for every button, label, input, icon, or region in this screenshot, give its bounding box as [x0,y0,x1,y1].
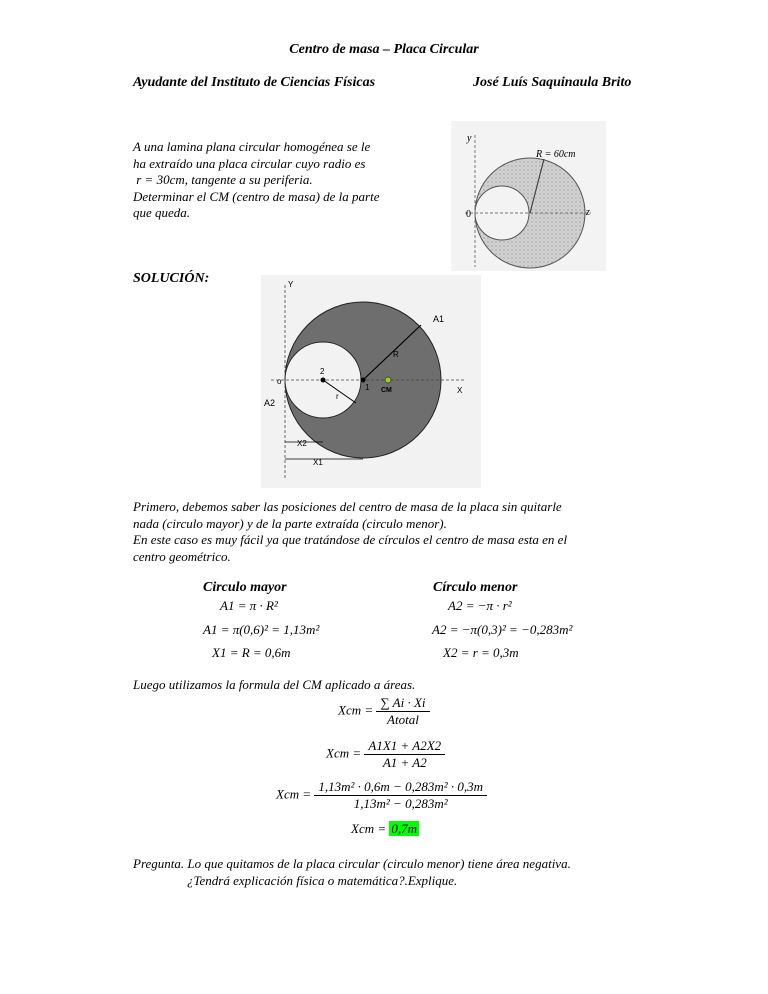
solution-title: SOLUCIÓN: [133,271,210,286]
intro-paragraph [133,499,653,565]
formula-cm-substituted [276,779,487,812]
fig2-cm-label: CM [381,387,392,394]
formula-cm-result [351,821,419,837]
problem-line-5: que queda. [133,205,191,220]
problem-line-1: A una lamina plana circular homogénea se le [133,139,371,154]
formula-1-denominator: Atotal [387,712,419,727]
problem-line-3-rest: , tangente a su periferia. [184,172,313,187]
formula-3-fraction [314,779,487,812]
small-circle-title: Círculo menor [433,580,518,595]
page-title: Centro de masa – Placa Circular [289,42,479,57]
fig2-pt2-label: 2 [320,367,325,376]
fig2-origin-label: o [277,377,282,386]
fig1-z-label: z [586,207,590,218]
header-left: Ayudante del Instituto de Ciencias Físicas [133,75,376,90]
fig2-x1-label: X1 [313,458,323,467]
fig2-a1-label: A1 [433,314,445,324]
fig1-radius-label: R = 60cm [536,149,576,160]
formula-intro: Luego utilizamos la formula del CM aplicado a áreas. [133,677,416,692]
formula-1-fraction [376,695,429,728]
big-circle-area-formula: A1 = π · R² [220,598,278,613]
fig2-r-label: r [336,392,339,401]
result-highlight: 0,7m [391,821,418,836]
problem-figure [451,121,606,271]
fig1-y-label: y [467,133,472,144]
small-circle-position: X2 = r = 0,3m [443,645,519,660]
fig2-point-1 [361,378,366,383]
problem-statement [133,139,433,222]
fig2-pt1-label: 1 [365,383,370,392]
formula-3-numerator: 1,13m² · 0,6m − 0,283m² · 0,3m [314,779,487,796]
intro-line-2: nada (circulo mayor) y de la parte extraída (circulo menor). [133,515,447,531]
radius-value: r = 30cm [136,172,185,187]
formula-2-denominator: A1 + A2 [382,755,427,770]
fig1-origin-label: 0 [466,209,471,220]
formula-1-lhs: Xcm = [338,702,374,718]
fig2-x-label: X [457,386,463,395]
formula-1-numerator: ∑ Ai · Xi [376,695,429,712]
header-right: José Luís Saquinaula Brito [473,75,632,90]
intro-line-4: centro geométrico. [133,548,231,564]
fig2-y-label: Y [288,280,294,289]
formula-2-lhs: Xcm = [326,745,362,761]
formula-4-lhs: Xcm = [351,821,387,836]
small-circle-area-formula: A2 = −π · r² [448,598,512,613]
question-line-2: ¿Tendrá explicación física o matemática?.Explique. [187,873,458,888]
formula-3-lhs: Xcm = [276,786,312,802]
fig2-a2-label: A2 [264,398,276,408]
small-circle-area-value: A2 = −π(0,3)² = −0,283m² [432,622,573,637]
fig2-x2-label: X2 [297,439,307,448]
intro-line-3: En este caso es muy fácil ya que tratándose de círculos el centro de masa esta en el [133,532,568,547]
formula-cm-general [338,695,430,728]
formula-cm-two-areas [326,738,445,771]
intro-line-1: Primero, debemos saber las posiciones del centro de masa de la placa sin quitarle [133,499,562,514]
solution-figure [261,275,481,488]
big-circle-position: X1 = R = 0,6m [212,645,291,660]
fig2-point-2 [321,378,326,383]
question-line-1: Pregunta. Lo que quitamos de la placa circular (circulo menor) tiene área negativa. [133,856,571,871]
problem-line-3 [133,172,433,189]
fig2-cm-point [385,377,391,383]
big-circle-area-value: A1 = π(0,6)² = 1,13m² [203,622,320,637]
formula-3-denominator: 1,13m² − 0,283m² [353,796,448,811]
big-circle-title: Circulo mayor [203,580,287,595]
problem-line-2: ha extraído una placa circular cuyo radio es [133,155,366,171]
formula-2-numerator: A1X1 + A2X2 [364,738,445,755]
formula-2-fraction [364,738,445,771]
problem-line-4: Determinar el CM (centro de masa) de la parte [133,188,380,204]
fig2-R-label: R [393,350,399,359]
